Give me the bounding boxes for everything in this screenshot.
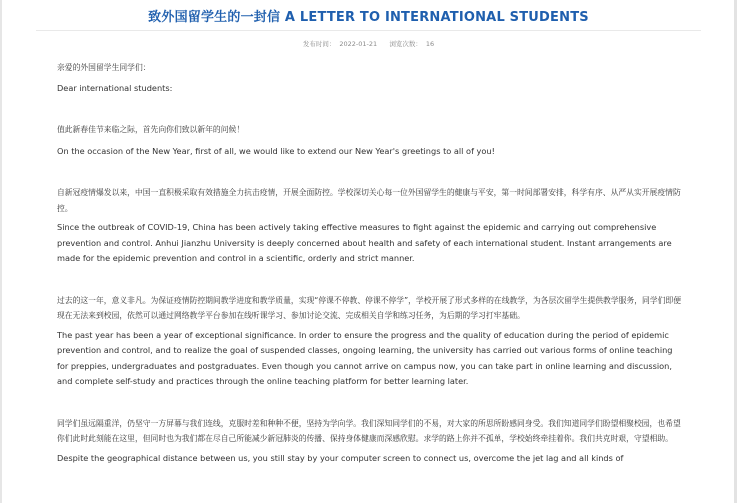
paragraph-past-year-en: The past year has been a year of exceptional significance. In order to ensure the progress and the quality of education during the period of epidemic prevention and control, and to realize the goal of suspended classes, ongoing learning, the university has carried out various forms of online teaching for preppies, undergraduates and postgraduates. Even though you cannot arrive on campus now, you can take part in online learning and discussion, and complete self-study and practices through the online teaching platform for better learning later. <box>57 329 673 386</box>
greeting-en: On the occasion of the New Year, first of all, we would like to extend our New Year's greetings to all of you! <box>57 145 495 156</box>
published-date: 2022-01-21 <box>339 40 378 48</box>
paragraph-covid-en: Since the outbreak of COVID-19, China has been actively taking effective measures to fight against the epidemic and carrying out comprehensive prevention and control. Anhui Jianzhu University is deeply concerned about health and safety of each international student. Instant arrangements are made for the epidemic prevention and control in a scientific, orderly and strict manner. <box>57 222 672 263</box>
salutation-en: Dear international students: <box>57 82 173 93</box>
views-label: 浏览次数： <box>389 40 422 48</box>
views-count: 16 <box>425 40 435 48</box>
title-divider <box>36 30 701 31</box>
article-title: 致外国留学生的一封信 A LETTER TO INTERNATIONAL STUDENTS <box>148 10 589 25</box>
published-label: 发布时间： <box>302 40 336 48</box>
paragraph-distance-cn: 同学们虽远隔重洋，仍坚守一方屏幕与我们连线，克服时差和种种不便，坚持为学向学。我们深知同学们的不易，对大家的所思所盼感同身受。我们知道同学们盼望相聚校园，也希望你们此时此刻能在这里，但同时也为我们都在尽自己所能减少新冠肺炎的传播、保持身体健康而深感欣慰。求学的路上你并不孤单，学校始终牵挂着你。我们共克时艰，守望相助。 <box>57 418 681 443</box>
left-frame-edge <box>0 0 2 503</box>
article-meta <box>0 39 737 48</box>
paragraph-past-year-cn: 过去的这一年，意义非凡。为保证疫情防控期间教学进度和教学质量，实现“停课不停教、停课不停学”，学校开展了形式多样的在线教学，为各层次留学生提供教学服务，同学们即便现在无法来到校园，依然可以通过网络教学平台参加在线听课学习、参加讨论交流、完成相关自学和练习任务，为后期的学习打牢基础。 <box>57 295 682 320</box>
paragraph-covid-cn: 自新冠疫情爆发以来，中国一直积极采取有效措施全力抗击疫情，开展全面防控。学校深切关心每一位外国留学生的健康与平安，第一时间部署安排，科学有序、从严从实开展疫情防控。 <box>57 188 681 213</box>
greeting-cn: 值此新春佳节来临之际，首先向你们致以新年的问候！ <box>57 125 245 134</box>
salutation-cn: 亲爱的外国留学生同学们： <box>57 63 151 72</box>
paragraph-distance-en: Despite the geographical distance between us, you still stay by your computer screen to connect us, overcome the jet lag and all kinds of <box>57 452 624 463</box>
article-body <box>57 60 683 466</box>
